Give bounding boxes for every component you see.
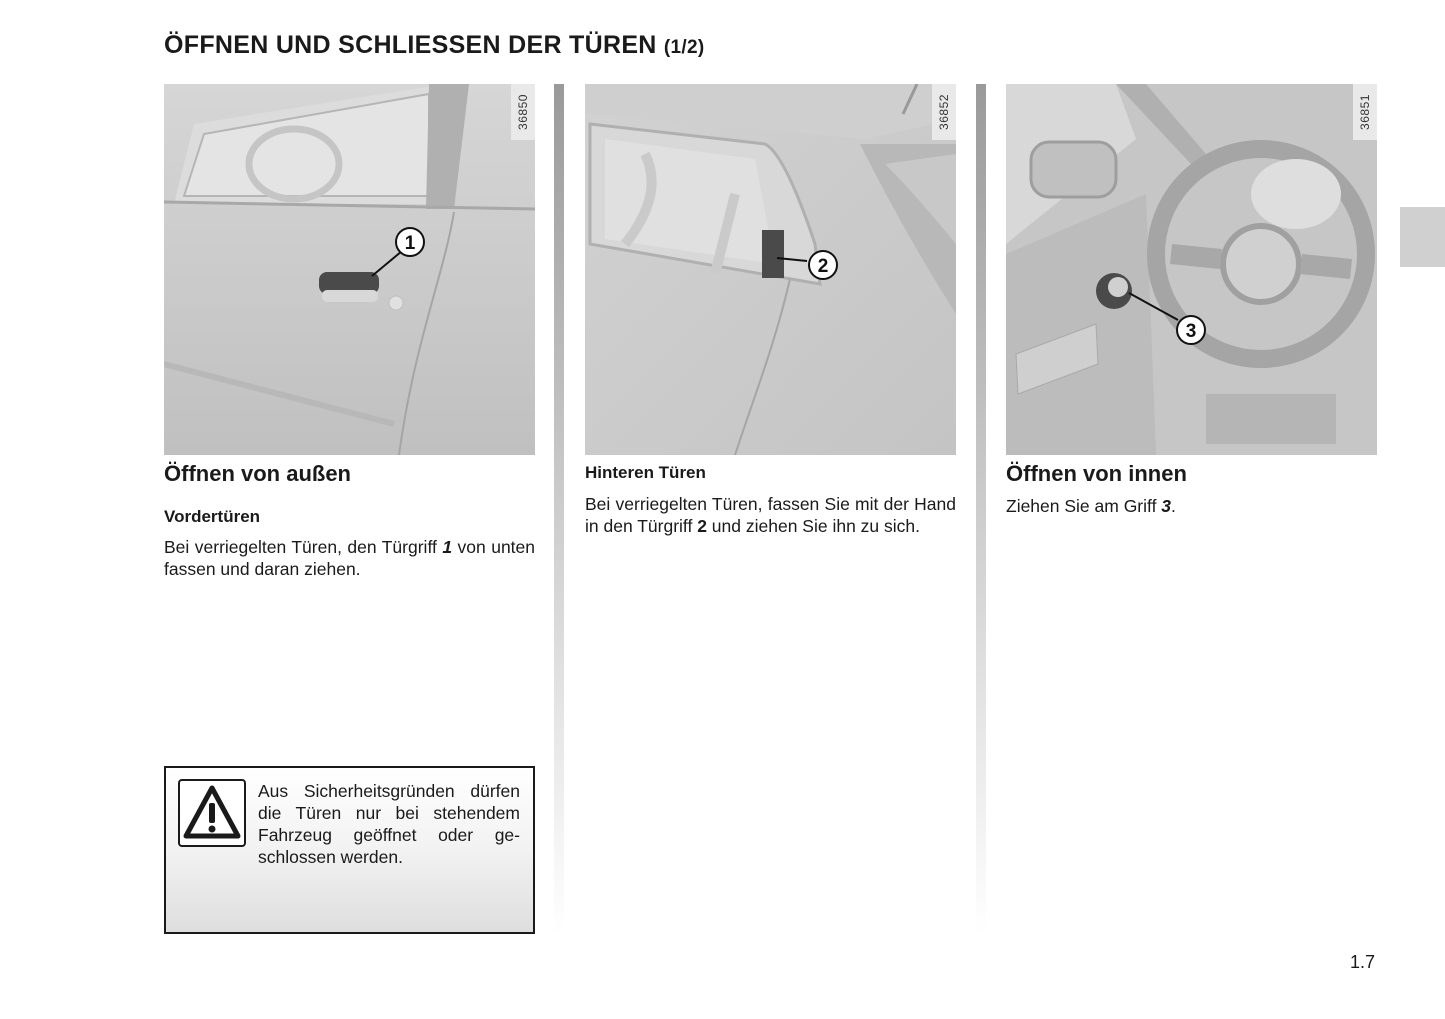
reference-number: 3 bbox=[1161, 496, 1172, 516]
section-heading-open-from-inside: Öffnen von innen bbox=[1006, 461, 1187, 486]
callout-1: 1 bbox=[404, 233, 416, 254]
paragraph-interior-handle: Ziehen Sie am Griff 3. bbox=[1006, 496, 1176, 516]
interior-door-illustration bbox=[1006, 84, 1377, 455]
figure-id-label: 36852 bbox=[932, 84, 956, 140]
figure-id-label: 36850 bbox=[511, 84, 535, 140]
warning-triangle-icon bbox=[178, 779, 246, 847]
figure-interior-door bbox=[1006, 84, 1377, 455]
safety-warning-box bbox=[164, 766, 535, 934]
section-heading-open-from-outside: Öffnen von außen bbox=[164, 461, 351, 486]
column-separator bbox=[554, 84, 564, 934]
column-open-from-inside bbox=[1006, 84, 1377, 517]
rear-door-illustration bbox=[585, 84, 956, 455]
page-title-part: (1/2) bbox=[663, 37, 705, 58]
subheading-front-doors: Vordertüren bbox=[164, 507, 261, 526]
reference-number: 2 bbox=[697, 516, 707, 536]
column-separator bbox=[976, 84, 986, 934]
page-number: 1.7 bbox=[1350, 952, 1376, 972]
page-title bbox=[164, 31, 705, 60]
paragraph-rear-doors: Bei verriegelten Türen, fassen Sie mit der Hand in den Türgriff 2 und ziehen Sie ihn zu sich. bbox=[585, 494, 956, 536]
column-open-from-outside bbox=[164, 84, 535, 580]
chapter-thumb-tab bbox=[1400, 207, 1445, 267]
subheading-rear-doors: Hinteren Türen bbox=[585, 463, 706, 482]
front-door-illustration bbox=[164, 84, 535, 455]
warning-text: Aus Sicherheitsgründen dürfen die Türen nur bei stehendem Fahrzeug geöffnet oder ge-schlossen werden. bbox=[258, 781, 520, 867]
callout-3: 3 bbox=[1185, 321, 1197, 342]
column-rear-doors bbox=[585, 84, 956, 537]
figure-id-label: 36851 bbox=[1353, 84, 1377, 140]
page-title-main: ÖFFNEN UND SCHLIESSEN DER TÜREN bbox=[164, 31, 657, 59]
figure-front-door-exterior bbox=[164, 84, 535, 455]
reference-number: 1 bbox=[442, 537, 453, 557]
figure-rear-door bbox=[585, 84, 956, 455]
callout-2: 2 bbox=[817, 256, 829, 277]
paragraph-front-doors: Bei verriegelten Türen, den Türgriff 1 von unten fassen und daran ziehen. bbox=[164, 537, 536, 579]
